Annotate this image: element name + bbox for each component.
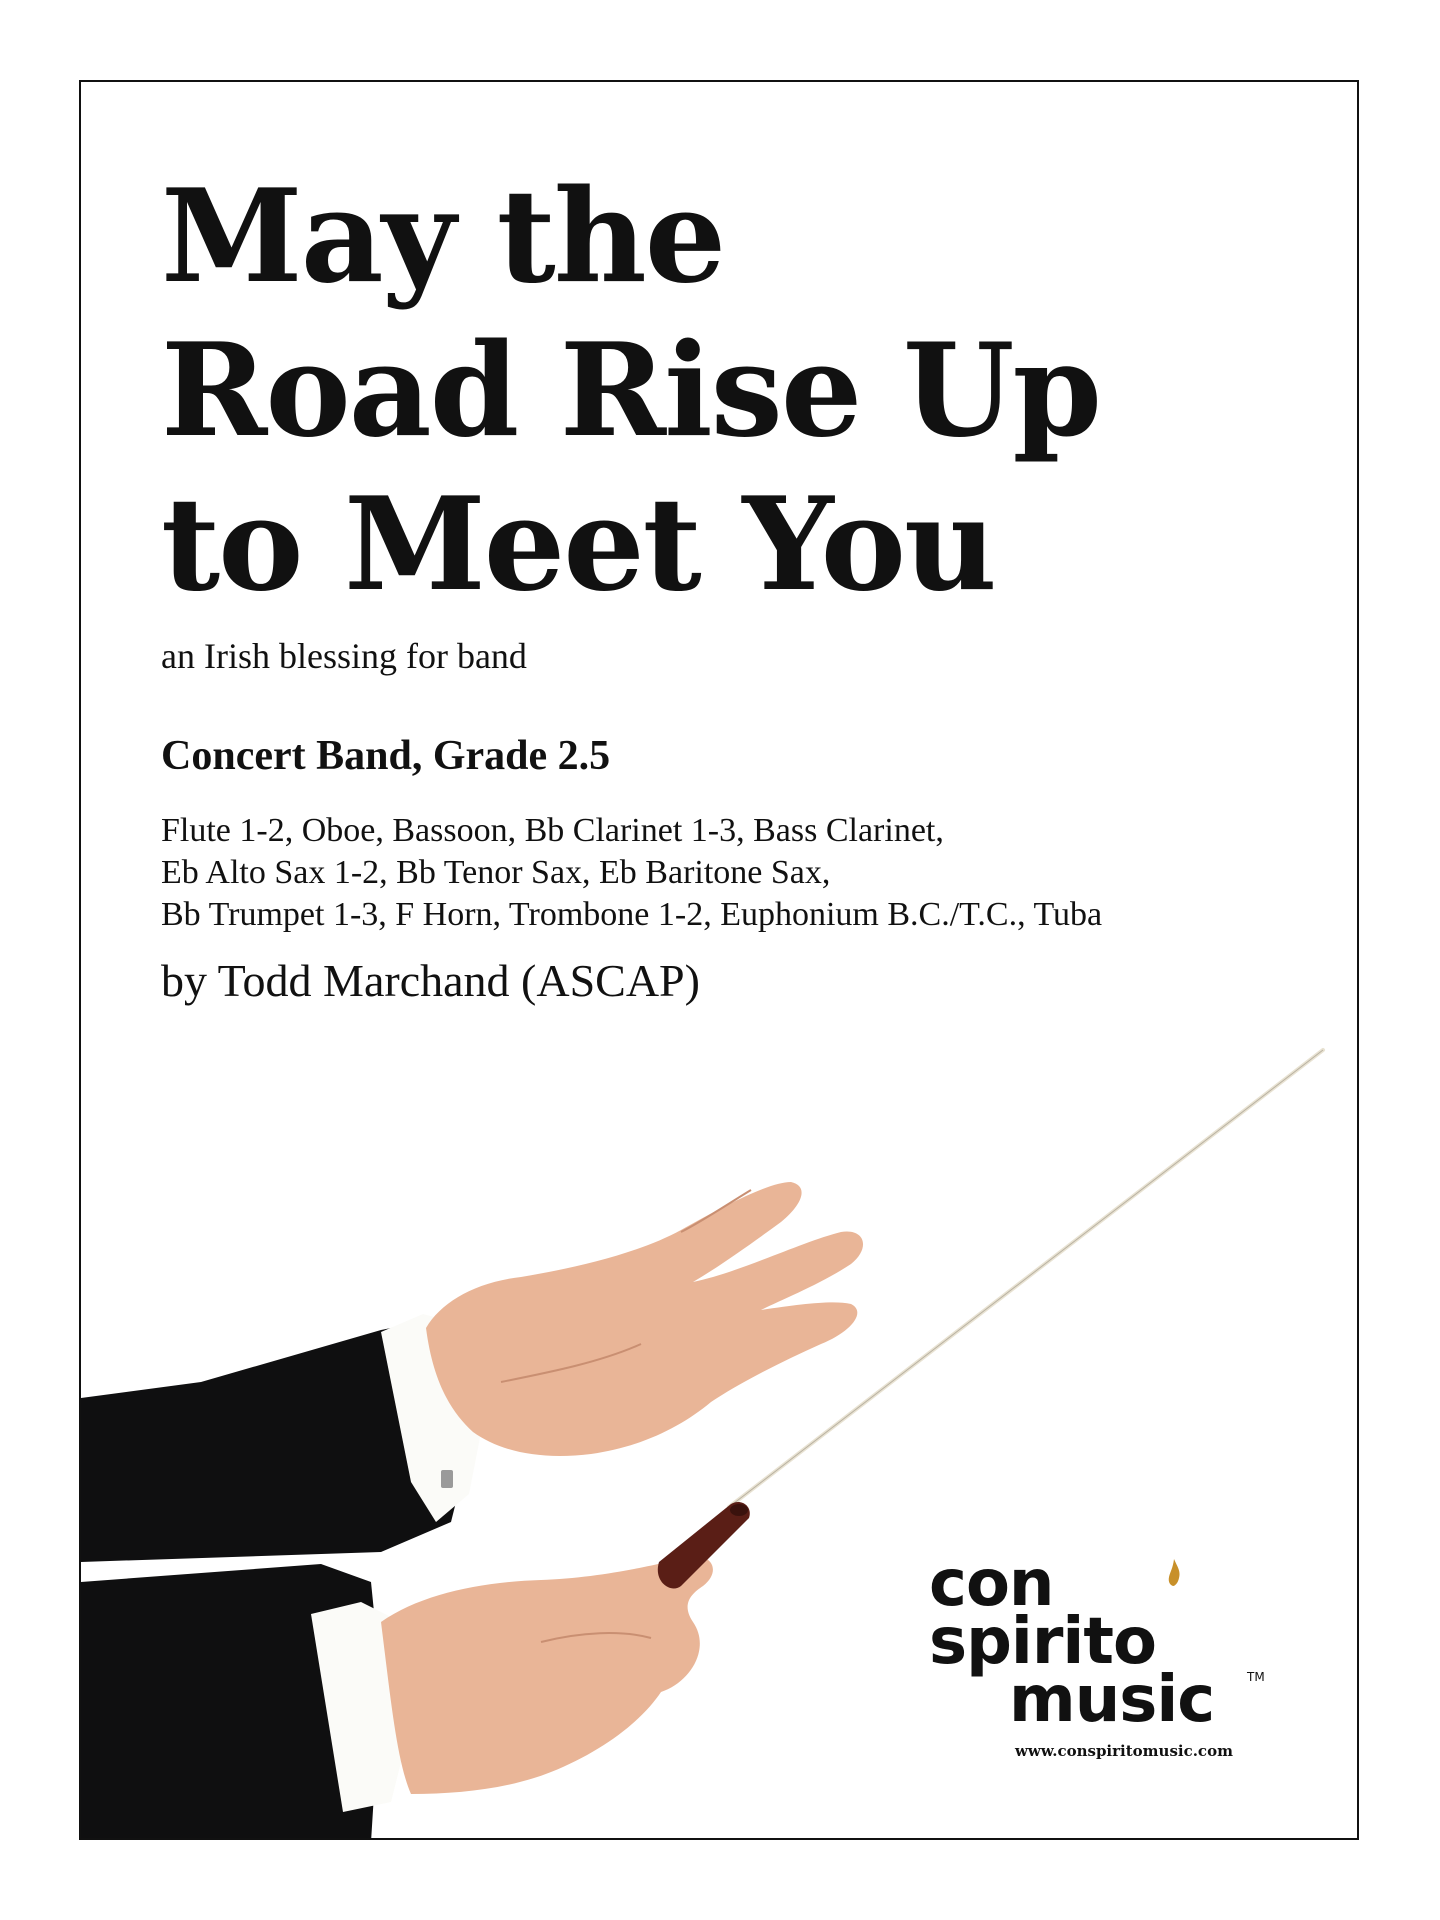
ensemble-grade: Concert Band, Grade 2.5 (161, 733, 611, 779)
instrumentation-line-3: Bb Trumpet 1-3, F Horn, Trombone 1-2, Euphonium B.C./T.C., Tuba (161, 896, 1103, 933)
title-line-2: Road Rise Up (161, 316, 1100, 466)
flame-icon (1163, 1558, 1185, 1588)
upper-hand (426, 1182, 863, 1456)
cufflink-icon (441, 1470, 453, 1488)
lower-hand (381, 1556, 713, 1794)
subtitle: an Irish blessing for band (161, 636, 527, 676)
publisher-logo (929, 1547, 1269, 1760)
logo-word-spirito: spirito (929, 1605, 1156, 1679)
instrumentation-line-2: Eb Alto Sax 1-2, Bb Tenor Sax, Eb Baritone Sax, (161, 854, 831, 891)
composer-credit: by Todd Marchand (ASCAP) (161, 955, 700, 1006)
logo-word-con: con (929, 1547, 1054, 1621)
title-line-3: to Meet You (161, 470, 995, 620)
logo-word-music: music (1009, 1663, 1215, 1737)
instrumentation-line-1: Flute 1-2, Oboe, Bassoon, Bb Clarinet 1-3, Bass Clarinet, (161, 812, 944, 849)
cover-frame (79, 80, 1359, 1840)
title-line-1: May the (161, 162, 725, 312)
trademark-mark: TM (1247, 1670, 1265, 1684)
publisher-url: www.conspiritomusic.com (1015, 1742, 1233, 1760)
